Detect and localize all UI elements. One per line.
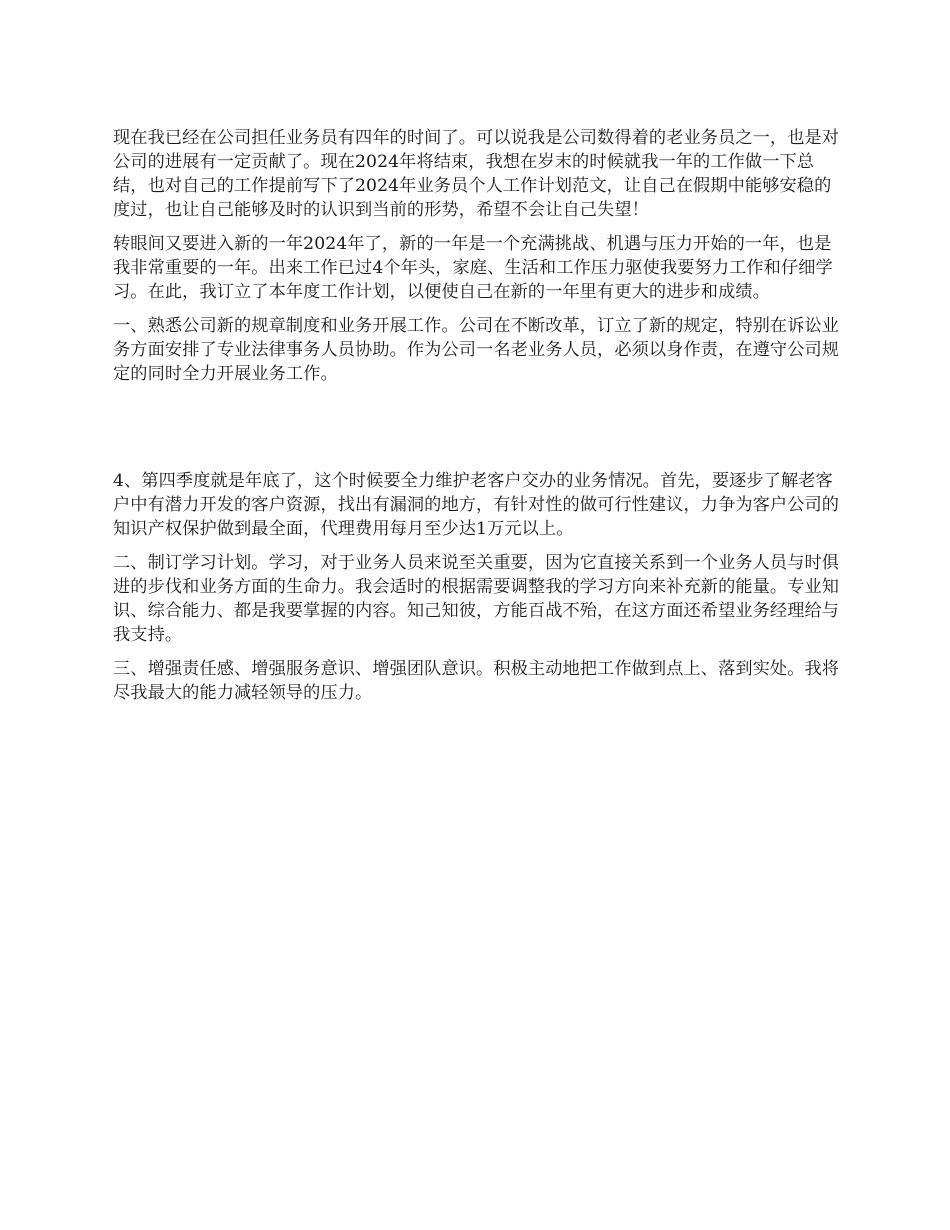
paragraph-new-year: 转眼间又要进入新的一年2024年了，新的一年是一个充满挑战、机遇与压力开始的一年，也是我非常重要的一年。出来工作已过4个年头，家庭、生活和工作压力驱使我要努力工作和仔细学习。在此，我订立了本年度工作计划，以便使自己在新的一年里有更大的进步和成绩。	[113, 234, 833, 302]
paragraph-intro: 现在我已经在公司担任业务员有四年的时间了。可以说我是公司数得着的老业务员之一，也是对公司的进展有一定贡献了。现在2024年将结束，我想在岁末的时候就我一年的工作做一下总结，也对自己的工作提前写下了2024年业务员个人工作计划范文，让自己在假期中能够安稳的度过，也让自己能够及时的认识到当前的形势，希望不会让自己失望！	[113, 128, 840, 220]
document-body	[113, 126, 840, 715]
paragraph-section-three: 三、增强责任感、增强服务意识、增强团队意识。积极主动地把工作做到点上、落到实处。我将尽我最大的能力减轻领导的压力。	[113, 659, 840, 703]
paragraph-section-two: 二、制订学习计划。学习，对于业务人员来说至关重要，因为它直接关系到一个业务人员与时俱进的步伐和业务方面的生命力。我会适时的根据需要调整我的学习方向来补充新的能量。专业知识、综合能力、都是我要掌握的内容。知己知彼，方能百战不殆，在这方面还希望业务经理给与我支持。	[113, 553, 840, 645]
blank-gap	[113, 396, 840, 469]
paragraph-section-one: 一、熟悉公司新的规章制度和业务开展工作。公司在不断改革，订立了新的规定，特别在诉讼业务方面安排了专业法律事务人员协助。作为公司一名老业务人员，必须以身作责，在遵守公司规定的同时全力开展业务工作。	[113, 316, 840, 384]
paragraph-fourth-quarter: 4、第四季度就是年底了，这个时候要全力维护老客户交办的业务情况。首先，要逐步了解老客户中有潜力开发的客户资源，找出有漏洞的地方，有针对性的做可行性建议，力争为客户公司的知识产权保护做到最全面，代理费用每月至少达1万元以上。	[113, 471, 840, 539]
